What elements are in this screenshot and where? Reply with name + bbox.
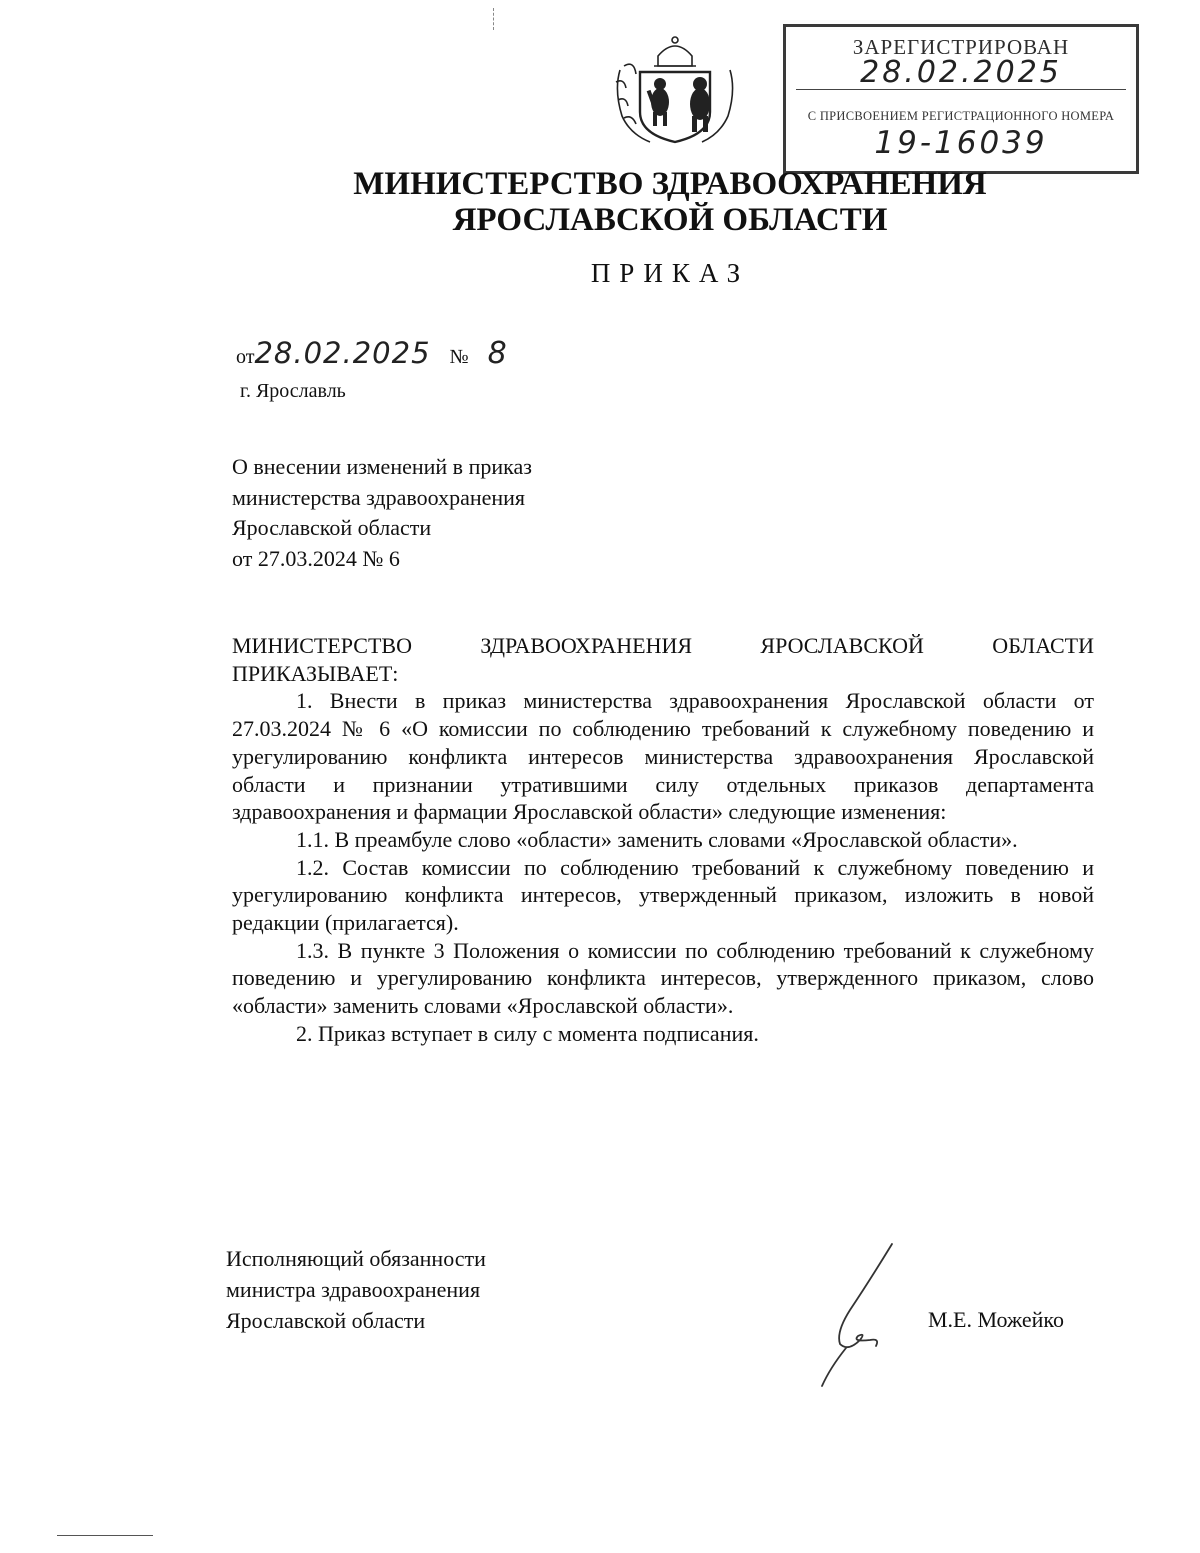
number-prefix: № (449, 346, 469, 368)
order-date-number (236, 336, 507, 371)
order-date: 28.02.2025 (254, 336, 431, 370)
ministry-title-line2: ЯРОСЛАВСКОЙ ОБЛАСТИ (452, 202, 888, 238)
date-prefix: от (236, 346, 255, 368)
order-city: г. Ярославль (240, 380, 346, 402)
signatory-name: М.Е. Можейко (928, 1307, 1064, 1332)
handwritten-signature (800, 1240, 900, 1390)
position-line: министра здравоохранения (226, 1277, 481, 1302)
subject-line: от 27.03.2024 № 6 (232, 545, 400, 571)
subject-line: Ярославской области (232, 515, 432, 540)
signatory-position (226, 1243, 486, 1336)
registration-stamp (783, 24, 1139, 174)
position-line: Исполняющий обязанности (226, 1246, 486, 1271)
ministry-title-line1: МИНИСТЕРСТВО ЗДРАВООХРАНЕНИЯ (353, 166, 987, 202)
coat-of-arms-icon (610, 30, 740, 148)
stamp-divider (796, 89, 1126, 90)
scan-mark (493, 8, 495, 30)
footer-divider (57, 1535, 153, 1536)
order-declaration: МИНИСТЕРСТВО ЗДРАВООХРАНЕНИЯ ЯРОСЛАВСКОЙ ОБЛАСТИ (232, 633, 1094, 658)
clause-1-2: 1.2. Состав комиссии по соблюдению требований к служебному поведению и урегулированию конфликта интересов, утвержденный приказом, изложить в новой редакции (прилагается). (232, 854, 1094, 936)
document-type: ПРИКАЗ (590, 258, 750, 288)
clause-1: 1. Внести в приказ министерства здравоохранения Ярославской области от 27.03.2024 № 6 «О комиссии по соблюдению требований к служебному поведению и урегулированию конфликта интересов министерства здравоохранения Ярославской области и признании утратившими силу отдельных приказов департамента здравоохранения и фармации Ярославской области» следующие изменения: (232, 688, 1094, 825)
clause-1-1: 1.1. В преамбуле слово «области» заменить словами «Ярославской области». (296, 826, 1018, 852)
stamp-date: 28.02.2025 (860, 55, 1062, 90)
stamp-caption: С ПРИСВОЕНИЕМ РЕГИСТРАЦИОННОГО НОМЕРА (807, 109, 1115, 123)
clause-2: 2. Приказ вступает в силу с момента подписания. (296, 1020, 759, 1046)
order-body (232, 632, 1094, 1048)
stamp-title: ЗАРЕГИСТРИРОВАН (852, 35, 1070, 59)
coat-of-arms-emblem (610, 30, 740, 148)
position-line: Ярославской области (226, 1308, 426, 1333)
order-number: 8 (487, 336, 507, 371)
subject-line: министерства здравоохранения (232, 484, 526, 510)
order-subject (232, 452, 532, 574)
stamp-registration-number: 19-16039 (874, 125, 1048, 161)
clause-1-3: 1.3. В пункте 3 Положения о комиссии по соблюдению требований к служебному поведению и урегулированию конфликта интересов, утвержденного приказом, слово «области» заменить словами «Ярославской области». (232, 937, 1094, 1019)
subject-line: О внесении изменений в приказ (232, 454, 532, 479)
order-declaration-verb: ПРИКАЗЫВАЕТ: (232, 660, 399, 686)
